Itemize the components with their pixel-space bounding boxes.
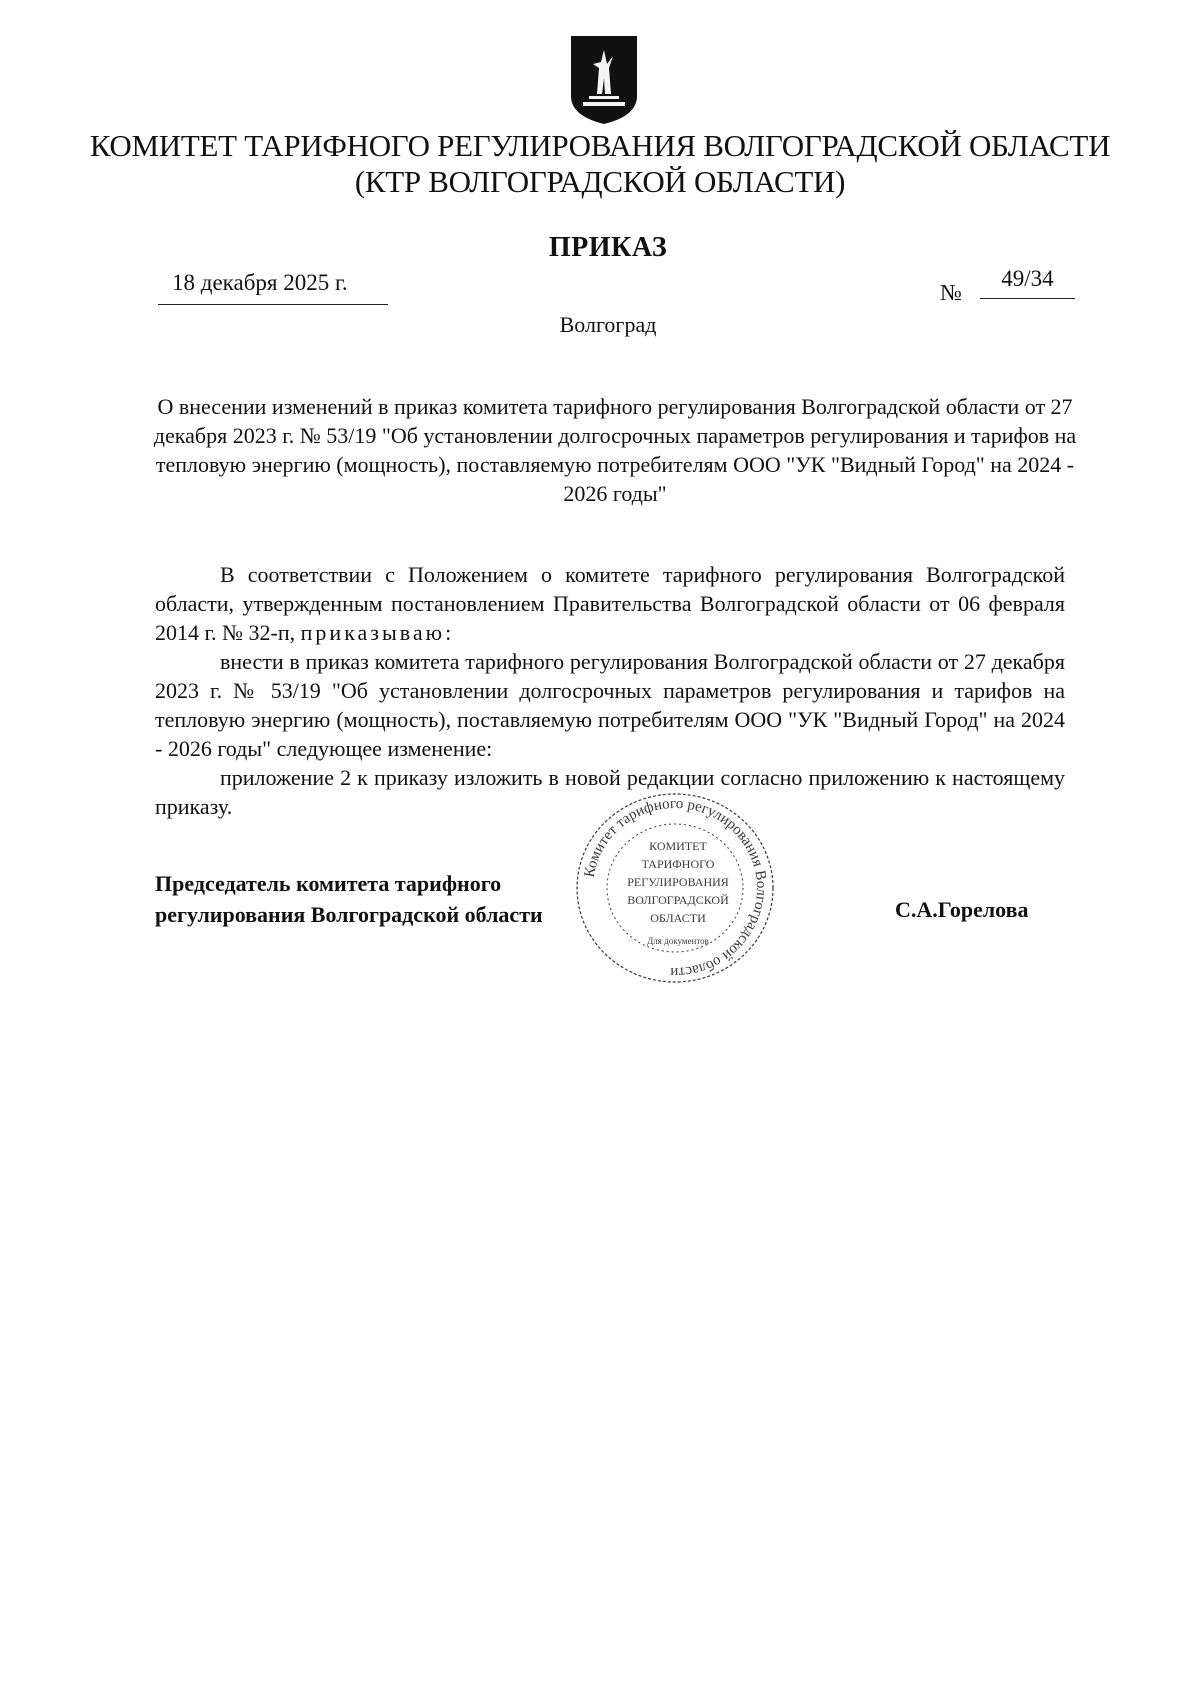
signer-name: С.А.Горелова [895,897,1029,922]
seal-bottom-text: Для документов [647,936,709,946]
document-city: Волгоград [559,312,657,337]
document-date: 18 декабря 2025 г. [172,270,348,295]
document-body [155,560,1065,821]
order-keyword: приказываю: [300,620,455,645]
document-title: О внесении изменений в приказ комитета тарифного регулирования Волгоградской области от 27 декабря 2023 г. № 53/19 "Об установлении долгосрочных параметров регулирования и тарифов на тепловую энергию (мощность), поставляемую потребителям ООО "УК "Видный Город" на 2024 - 2026 годы" [153,394,1077,506]
body-paragraph-3: приложение 2 к приказу изложить в новой редакции согласно приложению к настоящему приказу. [155,765,1065,819]
date-underline [158,304,388,305]
seal-outer-text: Комитет тарифного регулирования Волгоградской области [581,795,770,981]
committee-abbreviation: (КТР ВОЛГОГРАДСКОЙ ОБЛАСТИ) [354,164,846,199]
number-sign: № [940,280,962,305]
signer-position [155,868,543,930]
seal-line-2: ТАРИФНОГО [641,857,715,871]
seal-line-1: КОМИТЕТ [649,839,707,853]
seal-line-5: ОБЛАСТИ [650,911,706,925]
body-paragraph-2: внести в приказ комитета тарифного регулирования Волгоградской области от 27 декабря 2023 г. № 53/19 "Об установлении долгосрочных параметров регулирования и тарифов на тепловую энергию (мощность), поставляемую потребителям ООО "УК "Видный Город" на 2024 - 2026 годы" следующее изменение: [155,649,1065,761]
document-date-field [158,270,388,305]
committee-name: КОМИТЕТ ТАРИФНОГО РЕГУЛИРОВАНИЯ ВОЛГОГРАДСКОЙ ОБЛАСТИ [89,128,1111,163]
seal-line-3: РЕГУЛИРОВАНИЯ [627,875,729,889]
signer-position-line-2: регулирования Волгоградской области [155,902,543,927]
coat-of-arms-icon [569,34,639,126]
body-paragraph-1 [155,560,1065,647]
body-paragraph-1-text: В соответствии с Положением о комитете тарифного регулирования Волгоградской области, утвержденным постановлением Правительства Волгоградской области от 06 февраля 2014 г. № 32-п, [155,562,1065,645]
document-type: ПРИКАЗ [548,232,668,263]
official-seal-stamp [570,788,780,988]
seal-line-4: ВОЛГОГРАДСКОЙ [627,893,729,907]
signer-position-line-1: Председатель комитета тарифного [155,871,502,896]
document-number: 49/34 [980,266,1075,299]
